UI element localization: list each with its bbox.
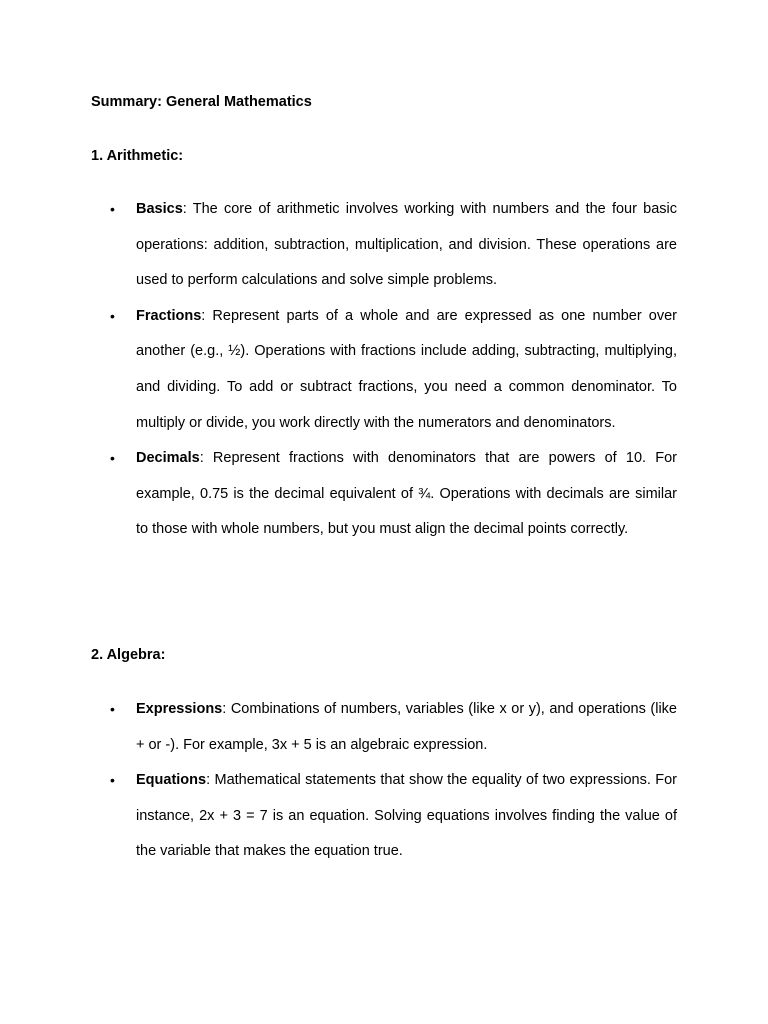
bullet-icon: • [110,450,115,467]
list-item [110,299,677,441]
definition-expressions: : Combinations of numbers, variables (like x or y), and operations (like + or -). For example, 3x + 5 is an algebraic expression. [136,701,677,753]
list-item [110,763,677,870]
bullet-icon: • [110,307,115,324]
section-heading-arithmetic: 1. Arithmetic: [91,148,184,164]
list-item [110,692,677,763]
bullet-icon: • [110,772,115,789]
definition-equations: : Mathematical statements that show the equality of two expressions. For instance, 2x + 3 = 7 is an equation. Solving equations involves finding the value of the variable that makes the equation true. [136,772,677,860]
section-heading-algebra: 2. Algebra: [91,647,166,663]
term-equations: Equations [136,772,207,789]
term-basics: Basics [136,201,183,217]
definition-basics: : The core of arithmetic involves working with numbers and the four basic operations: addition, subtraction, multiplication, and division. These operations are used to perform calculations and solve simple problems. [136,201,677,289]
term-decimals: Decimals [136,450,200,467]
definition-decimals: : Represent fractions with denominators that are powers of 10. For example, 0.75 is the decimal equivalent of ¾. Operations with decimals are similar to those with whole numbers, but you must align the decimal points correctly. [136,450,677,538]
term-fractions: Fractions [136,307,202,324]
algebra-list [110,692,677,870]
document-title: Summary: General Mathematics [91,94,312,110]
list-item [110,441,677,548]
term-expressions: Expressions [136,701,223,717]
definition-fractions: : Represent parts of a whole and are expressed as one number over another (e.g., ½). Operations with fractions include adding, subtracting, multiplying, and dividing. To add or subtract fractions, you need a common denominator. To multiply or divide, you work directly with the numerators and denominators. [136,307,677,431]
list-item [110,192,677,299]
bullet-icon: • [110,701,115,717]
arithmetic-list [110,192,677,548]
bullet-icon: • [110,201,115,217]
